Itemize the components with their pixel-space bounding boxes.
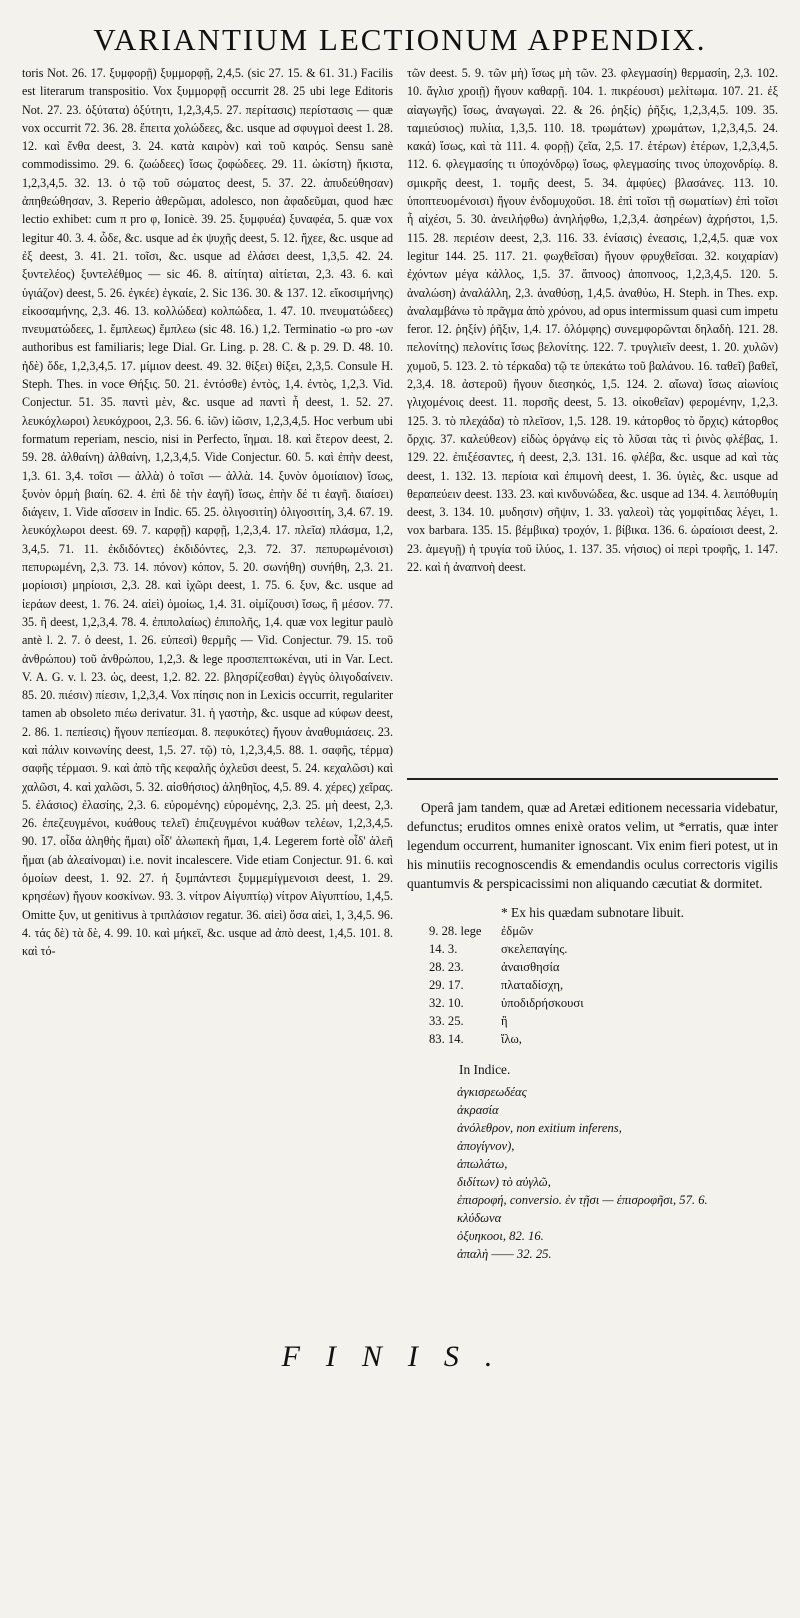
index-item: ἀπογίγνον), [457, 1139, 515, 1153]
index-item: διδίτων) τὸ αὐγλῶ, [457, 1175, 551, 1189]
errata-ref: 32. 10. [429, 996, 464, 1010]
errata-row [407, 976, 778, 994]
errata-ref: 28. 23. [429, 960, 464, 974]
index-item: ὀξυηκοοι, 82. 16. [457, 1229, 544, 1243]
index-item: ἀγκισρεωδέας [457, 1085, 527, 1099]
errata-row [407, 1012, 778, 1030]
index-item: ἐπισροφή, conversio. ἐν τῇσι — ἐπισροφῆσι, 57. 6. [457, 1193, 708, 1207]
index-item: ἀκρασία [457, 1103, 499, 1117]
closing-paragraph: Operâ jam tandem, quæ ad Aretæi editionem necessaria videbatur, defunctus; eruditos omnes enixè oratos velim, ut *erratis, quæ inter legendum occurrent, humaniter ignoscant. Vix enim fieri potest, ut in his minutiis recognoscendis & emendandis oculus correctoris vigilis quantumvis & perspicacissimi non aliquando cæcutiat & dormitet. [407, 800, 778, 891]
errata-ref: 29. 17. [429, 978, 464, 992]
errata-text: ἢ [501, 1014, 508, 1028]
errata-row [407, 940, 778, 958]
index-title: In Indice. [459, 1062, 511, 1077]
divider-rule [407, 778, 778, 780]
errata-block [407, 903, 778, 1263]
right-column-text: τῶν deest. 5. 9. τῶν μὴ) ἴσως μὴ τῶν. 23. φλεγμασίη) θερμασίη, 2,3. 102. 10. ἄγλισ χροιῇ) ἤγουν καθαρῇ. 104. 1. πικρέουσι) μελίτωμα. 107. 21. ἐξ αἰαγωγῆς) ἴσως, ἀναγωγαὶ. 22. & 26. ῥηξίς) ῥῆξις, 1,2,3,4,5. 109. 35. ταμιεύσιος) πυλίια, 1,3,5. 110. 18. τρωμάτων) χρωμάτων, 1,2,3,4,5. 24. κακά) ἴσως, καὶ τὰ 111. 4. φορῇ) ζεῖα, 2,5. 17. ἑτέρων) ἑτέρων, 1,2,3,4,5. 112. 6. φλεγμασίης τι ὑποχόνδρῳ) ἴσως, φλεγμασίης τινος ὑποχονδρίῳ. 8. σμικρῆς deest, 1. τομῆς deest, 5. 34. ἀμφύες) βλασάνες. 113. 10. ὑποπτευομένοισι) ἤγουν ἐνδομυχοῦσι. 18. ἐπὶ τοῖσι τῇ σωματίων) ἐπὶ τοῖσι ἦ αἰχέσι, 5. 30. ἀνειλήφθω) ἀνηλήφθω, 1,2,3,4. ἀσηρέων) ἀχρήστοι, 1,5. 115. 28. περιέσιν deest, 2,3. 116. 33. ἐνίασις) ἐνεασις, 1,2,4,5. quæ vox legitur 144. 25. 117. 21. φωχθεῖσαι) ἤγουν φρυχθεῖσαι. 32. κοιχαρίαν) ἐχόντων μέγα κάλλος, 1,5. 37. ἄπνοος) ἀποπνοος, 1,2,3,4,5. 120. 5. ἀναλώση) ἀναλάλλη, 2,3. ἀναθύσῃ, 1,4,5. ἀναθύω, H. Steph. in Thes. exp. ἀναλαμβάνω τὸ πρᾶγμα ἀπὸ χρόνου, ad opus intermissum quasi cum impetu feror. 12. ῥηξίν) ῥῆξιν, 1,4. 17. ὁλόμφης) συνεμφορῶνται δηλαδὴ. 121. 28. πελονίτης) πελονίτις ἴσως βελονίτης. 122. 7. τρυγλιεῖν deest, 1. 20. χυλῶν) χυμοῦ, 5. 123. 2. τὸ τέρκαδα) τῷ τε ὑπεκάτω τοῦ βαλάνου. 16. ταθεῖ) βαθεῖ, 2,3,4. 18. ἀστεροῦ) ἤγουν διεσηκός, 1,5. 124. 2. αἴωνα) ἴσως αἰωνίοις γλιχομένοις deest. 11. πορσῆς deest, 5. 13. οἰκοθεῖαν) φερομένην, 1,2,3. 125. 3. τὸ πλεχάδα) τὸ πλεῖσον, 1,5. 128. 19. κάτορθος τὸ ὄρχις) κάτορθος ὄρχις. 37. καλεύθεον) εἰδὼς ὀργάνῳ εἰς τὸ λῦσαι τὰς τὶ ῥινὸς φλέβας, 1. 129. 22. ἐπιξέσαντες, ἡ deest, 2,3. 131. 16. φλέβα, &c. usque ad καὶ τὰς deest, 1. 132. 13. περίοια καὶ ἐπιμονὴ deest, 1. 36. ὑγιὲς, &c. usque ad θεραπεύειν deest. 133. 23. καὶ κινδυνώδεα, &c. usque ad 134. 4. λειπόθυμίη deest, 3. 134. 10. μυδησιν) σῆψιν, 1. 33. γαλεοὶ) τὰς γομφίτιδας λέγει, 1. vox barbara. 135. 15. βέμβικα) τροχόν, 1. βίβικα. 136. 6. ὡραίοισι deest, 2. 23. ἀμεγυῇ) ἡ τρυγία τοῦ ἰλύος, 1. 137. 35. νήσιος) οἱ περὶ τροφῆς, 1. 147. 22. καὶ ἡ ἀναπνοὴ deest. [407, 66, 778, 575]
right-column [407, 64, 778, 1304]
errata-text: ἴλω, [501, 1032, 522, 1046]
page-title: VARIANTIUM LECTIONUM APPENDIX. [93, 22, 707, 57]
errata-text: ἀναισθησία [501, 960, 560, 974]
errata-row [407, 958, 778, 976]
errata-row [407, 994, 778, 1012]
errata-ref: 83. 14. [429, 1032, 464, 1046]
left-column [22, 64, 393, 1304]
errata-text: πλαταδίσχη, [501, 978, 564, 992]
errata-ref: 9. 28. lege [429, 924, 482, 938]
index-item: ἀπαλὴ —— 32. 25. [457, 1247, 552, 1261]
errata-heading: * Ex his quædam subnotare libuit. [501, 905, 684, 920]
errata-text: ἐδμῶν [501, 924, 533, 938]
two-column-body [22, 64, 778, 1304]
index-item: κλύδωνα [457, 1211, 502, 1225]
left-column-text: toris Not. 26. 17. ξυμφορῇ) ξυμμορφῇ, 2,4,5. (sic 27. 15. & 61. 31.) Facilis est literarum transpositio. Vox ξυμμορφῇ occurrit 28. 25 ubi lege Editoris Not. 27. 23. ὀξύτατα) ὀξύτητι, 1,2,3,4,5. 27. περίτασις) περίστασις — quæ vox occurrit 72. 36. 28. ἔπειτα χολώδεες, &c. usque ad σφυγμοὶ deest 1. 28. 12. καὶ ἔνθα deest, 3. 24. κατὰ καιρὸν) καὶ τοῦ καιρός. Sensu sanè commodissimo. 29. 6. ζωώδεες) ἴσως ζοφώδεες. 29. 11. ὠκίστη) ἥκιστα, 1,2,3,4,5. 32. 13. ὁ τῷ τοῦ σώματος deest, 5. 37. 22. ἀπυδεύθησαν) ἀπηθεώθησαν, 3. Reperio ἀθερῶμαι, adolesco, non ἀφαδεῦμαι, quod hæc lectio exhibet: cum π pro φ, Ionicè. 39. 25. ξυμφυέα) ξυναφέα, 5. quæ vox legitur 40. 3. 4. ὧδε, &c. usque ad ἐκ ψυχῆς deest, 5. 12. ἤχεε, &c. usque ad ἐξ deest, 3. 41. 21. τοῖσι, &c. usque ad ἐλάσει deest, 1,3,5. 42. 24. ξυντελέος) ξυντελέθμος — sic 46. 8. αἰτίητα) αἰτίεται, 2,3. 43. 6. καὶ ὑγιάζον) deest, 5. 26. ἐγκέε) ἐγκαίε, 2. Sic 136. 30. & 137. 12. εἴκοσιμήνης) εἰκοσαμήνης, 2,3. 46. 13. κολλώδεα) κολπώδεα, 1. 47. 10. πνευματώδεες) πνευματώδεες, 1. ἔμπλεως) ἔμπλεω (sic 48. 16.) 1,2. Terminatio -ω pro -ων authoribus est familiaris; lege Dial. Gr. Ling. p. 28. C. & p. 29. D. 48. 10. ἠδὲ) ὅδε, 1,2,3,4,5. 17. μίμιον deest. 49. 32. θίξει) θίξει, 2,3,5. Consule H. Steph. Thes. in voce Θήξις. 50. 21. ἐντόσθε) ἐντὸς, 1,4. ἐντὸς, 1,2,3. Vid. Conjectur. 51. 35. παντὶ μὲν, &c. usque ad παντὶ ἦ deest, 1. 52. 27. λευκόχλωροι) λευκόχροοι, 2,3. 56. 6. ἰῶν) ἰῶσιν, 1,2,3,4,5. Hoc verbum ubi formatum reperiam, nescio, nisi in Perfecto, ἴημαι. 18. καὶ ἕτερον deest, 2. 59. 28. ἀλθαίνη) ἀλθαίνη, 1,2,3,4,5. Vide Conjectur. 60. 5. καὶ ἐπὴν deest, 1,3. 61. 3,4. τοῖσι — ἀλλὰ) ὁ τοῖσι — ἀλλὰ. 14. ξυνὸν ὁμοιίαιον) ἴσως, ξυνὸν ὁρμὴ βιαίη. 62. 4. ἐπὶ δὲ τὴν ἐαγῆ) ἴσως, ἐπὴν δέ τι ἐαγῆ. διαίσει) διάγειν, 1. Vide αἴσσειν in Indic. 65. 25. ὀλιγοσιτίη) ὀλιγοσιτίη, 3,4. 67. 19. λευκόχλωροι deest. 69. 7. καρφῇ) καρφῇ, 1,2,3,4. 17. πλεῖα) πλάσμα, 1,2, 3,4,5. 71. 11. ἐκδιδόντες) ἐκδιδόντες, 2,3. 72. 37. πεπυρωμένοισι) πεπυρωμένη, 2,3. 73. 14. πόνον) κόπον, 5. 20. σωνήθη) συνήθη, 2,3. 21. μορίοισι) μηρίοισι, 2,3. 28. καὶ ἰχῶρι deest, 1. 75. 6. ξυν, &c. usque ad ἰεράων deest, 1. 76. 24. αἰεὶ) ὁμοίως, 1,4. 31. οἰμίζουσι) ἴσως, ἢ μέσον. 77. 35. ἢ deest, 1,2,3,4. 78. 4. ἐπιπολαίως) ἐπιπολῆς, 1,4. quæ vox legitur paulò antè l. 2. 7. ὁ deest, 1. 26. εὐπεσὶ) θερμῆς — Vid. Conjectur. 79. 15. τοῦ ἀνθρώπου) τοῦ ἀνθρώπου, 1,2,3. & lege προσπεπτωκέναι, uti in Var. Lect. V. A. G. v. l. 23. ὡς, deest, 1,2. 82. 22. βλησρίζεσθαι) ἐγγὺς ὀλιγοδαίνειν. 85. 20. πιέσιν) πίεσιν, 1,2,3,4. Vox πίησις non in Lexicis occurrit, regulariter tamen ab obsoleto πιέω derivatur. 31. ἡ γαστὴρ, &c. usque ad κύφων deest, 2. 86. 1. πεπίεσις) ἤγουν πεπίεσμαι. 8. πεφυκότες) ἤγουν ἀναθυμιάσεις. 23. καὶ πάλιν κοινωνίης deest, 1,5. 27. τῷ) τὸ, 1,2,3,4,5. 88. 1. σαφῆς, τέρμα) σαφῆς τέρμασι. 9. καὶ ἀπὸ τῆς κεφαλῆς ὀχλεῦσι deest, 5. 24. κεχαλῶσι) καὶ χαλῶσι, 4. καὶ χαλῶσι, 5. 32. αἰσθήσιος) ἀληθηῖος, 4,5. 89. 4. χέρες) χεῖρας. 5. ἐλάσιος) ἐλασίης, 2,3. 6. εὐρομένης) εὑρομένης, 2,3. 25. μὴ deest, 2,3. 26. ἐπεζευγμένοι, κυάθους τελεῖ) ἐπιζευγμένοι κυάθων τελέων, 1,2,3,4,5. 90. 17. οἶδα ἀληθὴς ἥμαι) οἶδ' ἀλωπεκὴ ἥμαι, 1,4. Legerem fortè οἶδ' ἀλεῆ ἥμαι (ab ἀλεαίνομαι) i.e. novit incalescere. Vide etiam Conjectur. 91. 6. καὶ ὁμοίων deest, 1. 92. 27. ἡ ξυμπάντεσι ξυμμεμίγμενοισι deest, 1. 29. κρησέων) ἤγουν κοσκίνων. 93. 3. νίτρον Αἰγυπτίῳ) νίτρον Αἰγυπτίου, 1,4,5. Omitte ξυν, ut genitivus à τριπλάσιον regatur. 36. αἰεὶ) ὅσα αἰεὶ, 1, 3,4,5. 96. 4. τάς δὲ) τὰ δὲ, 4. 99. 10. καὶ μήκεϊ, &c. usque ad ἀπὸ deest, 1,4,5. 101. 8. καὶ τό- [22, 66, 393, 959]
errata-row [407, 1030, 778, 1048]
index-item: ἀνόλεθρον, non exitium inferens, [457, 1121, 622, 1135]
index-item: ἀπωλάτω, [457, 1157, 508, 1171]
finis-heading: FINIS. [281, 1340, 519, 1373]
errata-text: ὑποδιδρήσκουσι [501, 996, 584, 1010]
errata-ref: 33. 25. [429, 1014, 464, 1028]
errata-text: σκελεπαγίης. [501, 942, 568, 956]
index-list [407, 1083, 778, 1263]
errata-list [407, 922, 778, 1048]
errata-row [407, 922, 778, 940]
errata-ref: 14. 3. [429, 942, 458, 956]
